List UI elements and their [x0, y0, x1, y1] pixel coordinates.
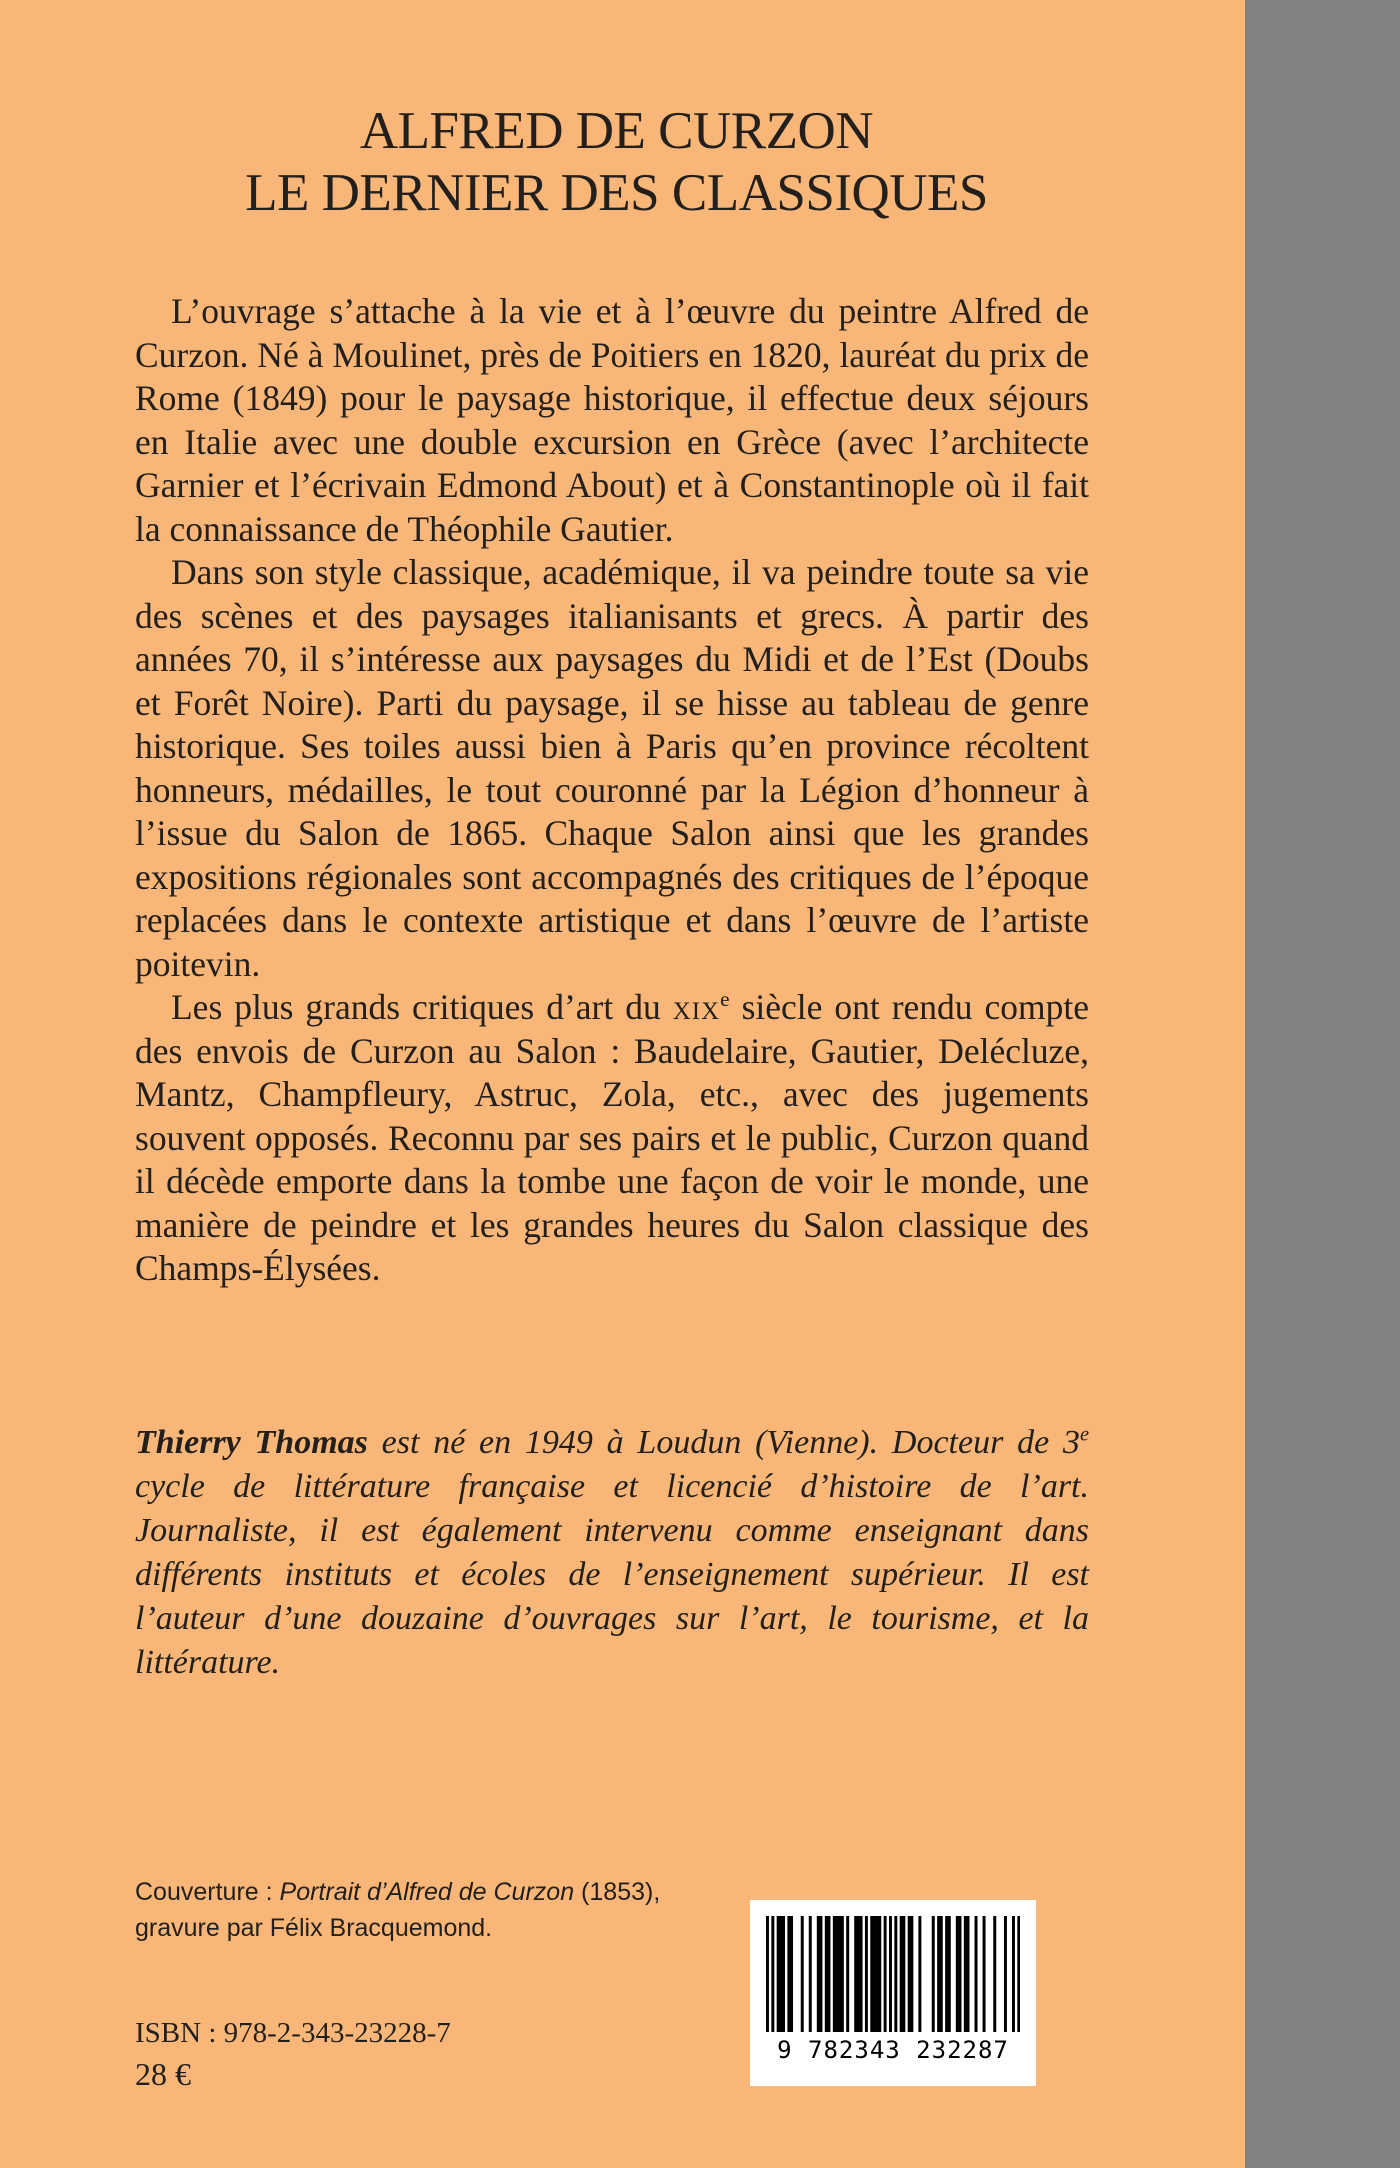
barcode-bar [787, 1916, 790, 2032]
barcode-bar [790, 1916, 793, 2032]
book-title [0, 100, 1233, 224]
barcode-bar [959, 1916, 962, 2032]
barcode-bar [873, 1916, 876, 2032]
barcode-bar [777, 1916, 780, 2032]
barcode-bar [766, 1916, 769, 2032]
barcode-bar [836, 1916, 839, 2032]
title-line-2: LE DERNIER DES CLASSIQUES [245, 164, 988, 222]
summary-paragraph-2: Dans son style classique, académique, il va peindre toute sa vie des scènes et des paysages italianisants et grecs. À partir des années 70, il s’intéresse aux paysages du Midi et de l’Est (Doubs et Forêt Noire). Parti du paysage, il se hisse au tableau de genre historique. Ses toiles aussi bien à Paris qu’en province récoltent honneurs, médailles, le tout couronné par la Légion d’honneur à l’issue du Salon de 1865. Chaque Salon ainsi que les grandes expositions régionales sont accompagnés des critiques de l’époque replacées dans le contexte artistique et dans l’œuvre de l’artiste poitevin. [135, 552, 1089, 984]
bio-part-b: cycle de littérature française et licencié d’histoire de l’art. Journaliste, il est également intervenu comme enseignant dans différents instituts et écoles de l’enseignement supérieur. Il est l’auteur d’une douzaine d’ouvrages sur l’art, le tourisme, et la littérature. [135, 1468, 1089, 1681]
barcode-bar [876, 1916, 879, 2032]
barcode-bar [870, 1916, 873, 2032]
barcode-bar [948, 1916, 951, 2032]
barcode-bar [1017, 1916, 1020, 2032]
barcode-bars [766, 1916, 1020, 2032]
barcode-bar [857, 1916, 860, 2032]
credits-work-title: Portrait d’Alfred de Curzon [279, 1878, 575, 1906]
barcode-bar [945, 1916, 948, 2032]
century-suffix: e [720, 987, 730, 1012]
barcode-bar [1012, 1916, 1015, 2032]
barcode-bar [833, 1916, 836, 2032]
barcode-bar [801, 1916, 804, 2032]
barcode-bar [983, 1916, 986, 2032]
barcode-bar [993, 1916, 996, 2032]
summary [135, 290, 1089, 1291]
barcode-bar [771, 1916, 774, 2032]
spine-band [1245, 0, 1400, 2168]
bio-part-a: est né en 1949 à Loudun (Vienne). Docteur de 3 [367, 1424, 1080, 1461]
credits-prefix: Couverture : [135, 1878, 280, 1906]
title-line-1: ALFRED DE CURZON [359, 102, 874, 160]
barcode-bar [827, 1916, 830, 2032]
summary-paragraph-1: L’ouvrage s’attache à la vie et à l’œuvre du peintre Alfred de Curzon. Né à Moulinet, près de Poitiers en 1820, lauréat du prix de Rome (1849) pour le paysage historique, il effectue deux séjours en Italie avec une double excursion en Grèce (avec l’architecte Garnier et l’écrivain Edmond About) et à Constantinople où il fait la connaissance de Théophile Gautier. [135, 291, 1089, 549]
barcode-bar [900, 1916, 903, 2032]
barcode-bar [918, 1916, 921, 2032]
barcode-bar [884, 1916, 887, 2032]
barcode-bar [975, 1916, 978, 2032]
cover-credits [135, 1874, 735, 1946]
barcode-bar [894, 1916, 897, 2032]
barcode-bar [841, 1916, 844, 2032]
barcode-bar [854, 1916, 857, 2032]
price: 28 € [135, 2056, 191, 2092]
author-bio [135, 1421, 1089, 1685]
isbn: ISBN : 978-2-343-23228-7 [135, 2017, 451, 2049]
p3-start: Les plus grands critiques d’art du [171, 987, 673, 1027]
barcode-bar [779, 1916, 782, 2032]
barcode-bar [860, 1916, 863, 2032]
p3-end: siècle ont rendu compte des envois de Curzon au Salon : Baudelaire, Gautier, Delécluze, Mantz, Champfleury, Astruc, Zola, etc., avec des jugements souvent opposés. Reconnu par ses pairs et le public, Curzon quand il décède emporte dans la tombe une façon de voir le monde, une manière de peindre et les grandes heures du Salon classique des Champs-Élysées. [135, 987, 1089, 1288]
barcode-bar [940, 1916, 943, 2032]
barcode-bar [825, 1916, 828, 2032]
credits-year: (1853), [574, 1878, 661, 1906]
barcode [750, 1900, 1036, 2086]
barcode-bar [889, 1916, 892, 2032]
barcode-bar [964, 1916, 967, 2032]
barcode-digits: 9 782343 232287 [777, 2036, 1009, 2064]
barcode-bar [782, 1916, 785, 2032]
barcode-bar [846, 1916, 849, 2032]
barcode-bar [809, 1916, 812, 2032]
barcode-bar [937, 1916, 940, 2032]
credits-line-2: gravure par Félix Bracquemond. [135, 1914, 493, 1942]
barcode-bar [878, 1916, 881, 2032]
author-name: Thierry Thomas [135, 1424, 368, 1461]
bio-superscript: e [1079, 1423, 1089, 1446]
summary-paragraph-3 [135, 986, 1089, 1291]
century-numeral: xix [672, 987, 721, 1027]
barcode-bar [865, 1916, 868, 2032]
barcode-bar [967, 1916, 970, 2032]
barcode-bar [932, 1916, 935, 2032]
barcode-bar [817, 1916, 820, 2032]
credits-line-1 [135, 1874, 735, 1910]
barcode-bar [1004, 1916, 1007, 2032]
barcode-bar [819, 1916, 822, 2032]
barcode-bar [838, 1916, 841, 2032]
barcode-bar [956, 1916, 959, 2032]
barcode-bar [908, 1916, 911, 2032]
barcode-bar [902, 1916, 905, 2032]
barcode-bar [910, 1916, 913, 2032]
